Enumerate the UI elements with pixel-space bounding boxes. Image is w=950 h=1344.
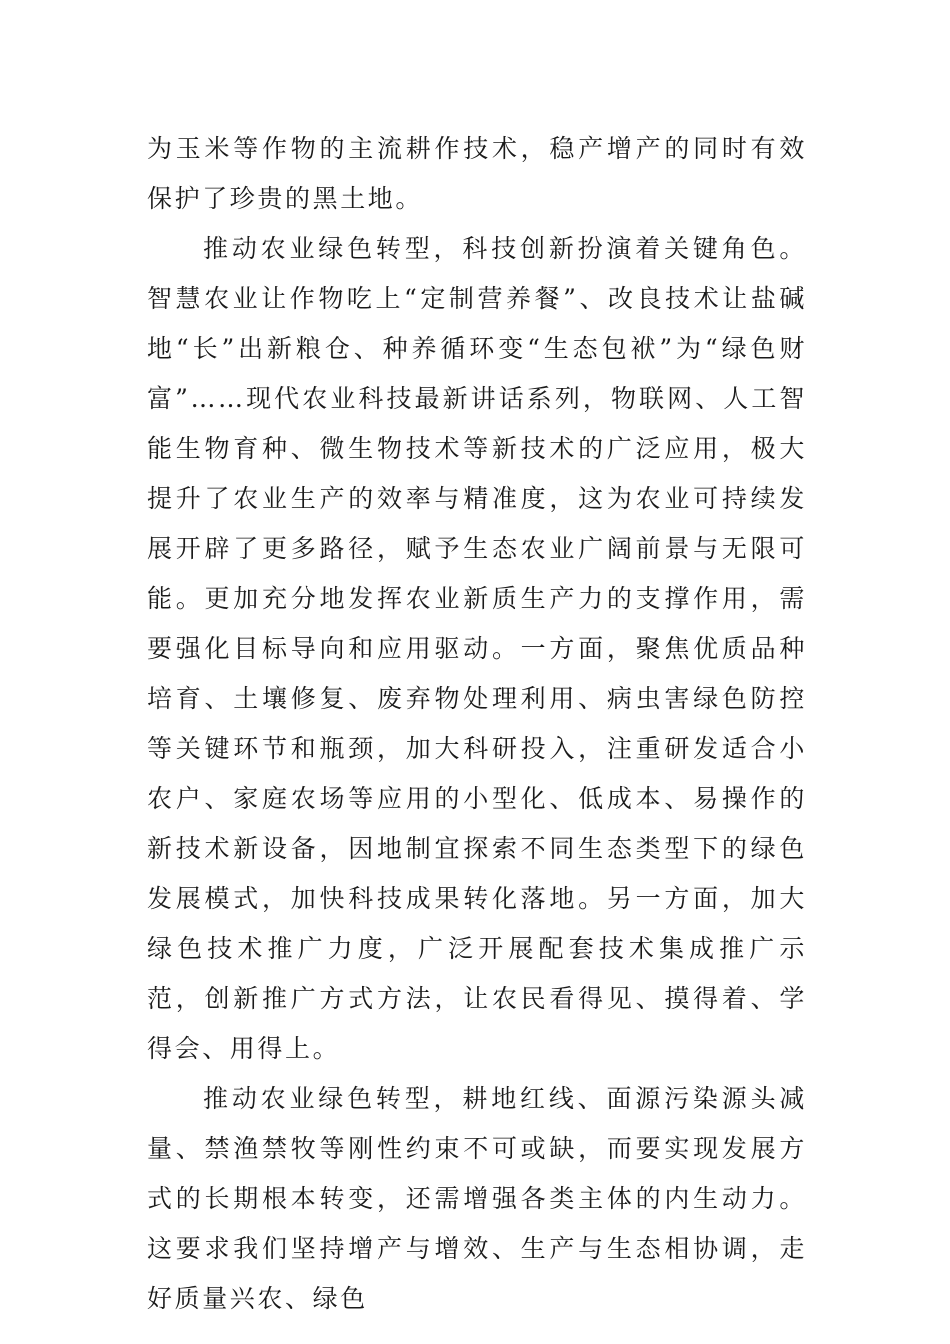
document-body [147, 124, 807, 1324]
paragraph-3: 推动农业绿色转型，耕地红线、面源污染源头减量、禁渔禁牧等刚性约束不可或缺，而要实现发展方式的长期根本转变，还需增强各类主体的内生动力。这要求我们坚持增产与增效、生产与生态相协调，走好质量兴农、绿色 [147, 1084, 807, 1313]
paragraph-2: 推动农业绿色转型，科技创新扮演着关键角色。智慧农业让作物吃上“定制营养餐”、改良技术让盐碱地“长”出新粮仓、种养循环变“生态包袱”为“绿色财富”……现代农业科技最新讲话系列，物联网、人工智能生物育种、微生物技术等新技术的广泛应用，极大提升了农业生产的效率与精准度，这为农业可持续发展开辟了更多路径，赋予生态农业广阔前景与无限可能。更加充分地发挥农业新质生产力的支撑作用，需要强化目标导向和应用驱动。一方面，聚焦优质品种培育、土壤修复、废弃物处理利用、病虫害绿色防控等关键环节和瓶颈，加大科研投入，注重研发适合小农户、家庭农场等应用的小型化、低成本、易操作的新技术新设备，因地制宜探索不同生态类型下的绿色发展模式，加快科技成果转化落地。另一方面，加大绿色技术推广力度，广泛开展配套技术集成推广示范，创新推广方式方法，让农民看得见、摸得着、学得会、用得上。 [147, 234, 807, 1063]
paragraph-1: 为玉米等作物的主流耕作技术，稳产增产的同时有效保护了珍贵的黑土地。 [147, 134, 807, 213]
